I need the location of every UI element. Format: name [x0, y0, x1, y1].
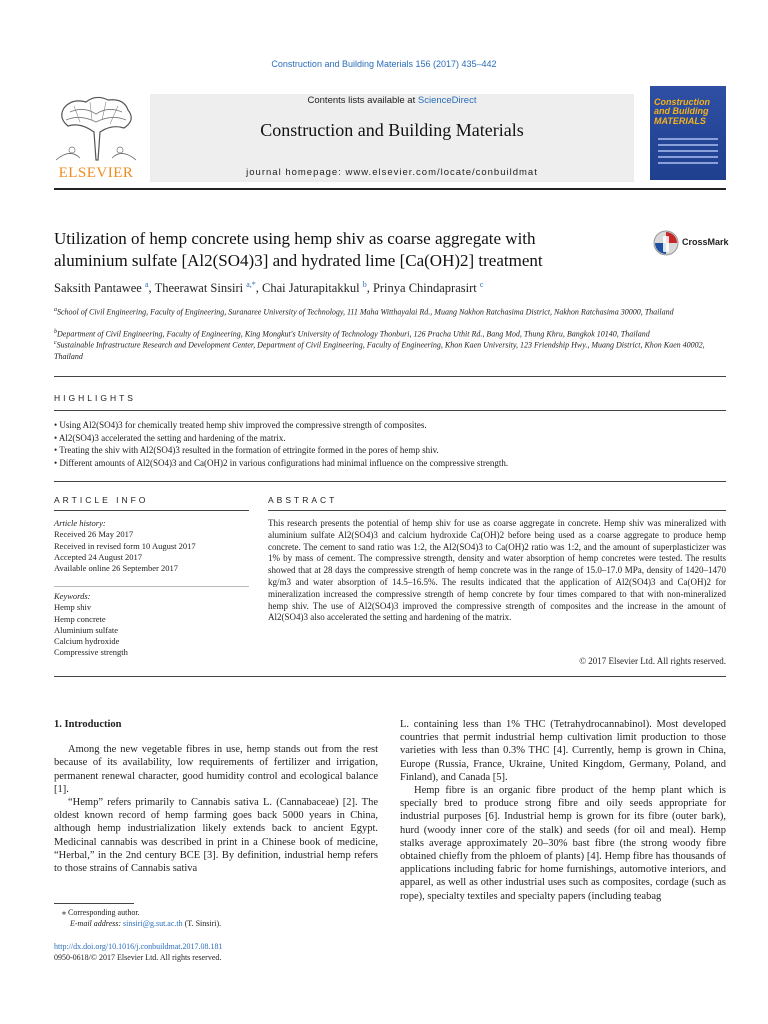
body-paragraph: Hemp fibre is an organic fibre product of the hemp plant which is specially bred to produce strong fibre and oily seeds appropriate for industrial purposes [6]. Industrial hemp is grown for its fibre (outer bark), hurd (woody inner core of the stalk) and seeds (for oil and meal). Hemp stalks average approximately 20–30% bast fibre (the strong woody fibre obtained chiefly from the phloem of plants) [4]. Hemp fibre has thousands of applications including fabric for home furnishings, automotive interiors, and apparel, as well as other industrial uses such as composites, cordage (such as rope), specialty textiles and specialty papers (including teabag [400, 785, 726, 902]
doi-url[interactable]: http://dx.doi.org/10.1016/j.conbuildmat.2017.08.181 [54, 942, 223, 951]
abstract-text: This research presents the potential of hemp shiv for use as coarse aggregate in concrete. Hemp shiv was mineralized with aluminium sulfate Al2(SO4)3 and calcium hydroxide Ca(OH)2 before being used as a coarse aggregate to produce hemp concrete. The cement to sand ratio was 1:2, the Al2(SO4)3 to Ca(OH)2 ratio was 1:2, and the amount of superplasticizer was 1% by mass of cement. The compressive strength, density and water absorption of hemp concretes were tested. The results showed that at 28 days the compressive strength of hemp concrete was in the range of 15.0–17.0 MPa, density of 1420–1470 kg/m3 and water absorption of 14.5–16.5%. The results indicated that the application of Al2(SO4)3 and Ca(OH)2 for mineralization increased the compressive strength of hemp concrete by four times compared to that with non-mineralized hemp shiv. The use of Al2(SO4)3 improved the compressive strength of composites and the increase in the amount of Al2(SO4)3 also accelerated the setting and hardening of the matrix. [268, 518, 726, 623]
cover-decoration [658, 134, 718, 168]
article-history-label: Article history: [54, 518, 106, 528]
journal-citation[interactable]: Construction and Building Materials 156 (2017) 435–442 [271, 59, 497, 69]
author-affil-marker[interactable]: a,* [246, 280, 256, 289]
paper-title-line-2: aluminium sulfate [Al2(SO4)3] and hydrated lime [Ca(OH)2] treatment [54, 251, 543, 270]
divider [54, 676, 726, 677]
journal-cover-thumbnail[interactable] [650, 86, 726, 180]
email-link[interactable]: sinsiri@g.sut.ac.th [123, 919, 183, 928]
journal-homepage[interactable]: journal homepage: www.elsevier.com/locate/conbuildmat [246, 167, 538, 178]
keyword: Compressive strength [54, 647, 128, 658]
abstract-copyright: © 2017 Elsevier Ltd. All rights reserved. [579, 656, 726, 666]
crossmark-badge[interactable] [652, 229, 732, 257]
abstract-heading: ABSTRACT [268, 495, 338, 505]
divider [54, 410, 726, 411]
affiliation-marker: a [54, 307, 57, 313]
contents-line [150, 95, 634, 106]
author-affil-marker[interactable]: b [362, 280, 367, 289]
affiliation-c [54, 338, 734, 362]
cover-title [654, 98, 724, 126]
author-name[interactable]: Prinya Chindaprasirt [372, 281, 477, 296]
keyword: Hemp concrete [54, 613, 106, 624]
affiliation-text: School of Civil Engineering, Faculty of Engineering, Suranaree University of Technology, 111 Maha Witthayalai Rd., Muang Nakhon Ratchasima District, Nakhon Ratchasima 30000, Thailand [57, 307, 674, 317]
journal-title: Construction and Building Materials [260, 120, 524, 140]
author-name[interactable]: Chai Jaturapitakkul [262, 281, 360, 296]
elsevier-wordmark[interactable]: ELSEVIER [58, 165, 134, 181]
email-suffix: (T. Sinsiri). [184, 919, 222, 928]
issn-line: 0950-0618/© 2017 Elsevier Ltd. All rights reserved. [54, 953, 222, 962]
body-paragraph: L. containing less than 1% THC (Tetrahydrocannabinol). Most developed countries that permit industrial hemp cultivation limit production to those varieties with less than 0.3% THC [4]. Currently, hemp is grown in China, Europe (Russia, France, Ukraine, United Kingdom, Germany, Poland, and Finland), and Canada [5]. [400, 719, 726, 783]
affiliation-marker: c [54, 340, 57, 346]
body-right-column [400, 718, 726, 903]
highlight-item: • Treating the shiv with Al2(SO4)3 resulted in the formation of ettringite formed in the pores of hemp shiv. [54, 444, 734, 457]
affiliation-text: Sustainable Infrastructure Research and Development Center, Department of Civil Engineering, Faculty of Engineering, Khon Kaen University, 123 Friendship Hwy., Muang District, Khon Kaen 40002, Thailand [54, 340, 705, 361]
highlight-item: • Using Al2(SO4)3 for chemically treated hemp shiv improved the compressive strength of composites. [54, 419, 734, 432]
history-accepted: Accepted 24 August 2017 [54, 551, 143, 562]
keyword: Hemp shiv [54, 602, 92, 613]
history-received: Received 26 May 2017 [54, 529, 134, 540]
article-history [54, 518, 249, 574]
doi-link[interactable] [54, 941, 394, 952]
email-label: E-mail address: [70, 919, 122, 928]
body-paragraph: “Hemp” refers primarily to Cannabis sativa L. (Cannabaceae) [2]. The oldest known record of hemp farming goes back 5000 years in China, although hemp industrialization likely extends back to ancient Egypt. Medicinal cannabis was described in print in a Chinese book of medicine, “Herbal,” in the 2nd century BCE [3]. By definition, industrial hemp refers to those strains of Cannabis sativa [54, 797, 378, 875]
divider [268, 510, 726, 511]
affiliation-marker: b [54, 329, 57, 335]
highlight-item: • Al2(SO4)3 accelerated the setting and hardening of the matrix. [54, 432, 734, 445]
author-affil-marker[interactable]: a [144, 280, 149, 289]
highlights-heading: HIGHLIGHTS [54, 393, 136, 403]
keywords-label: Keywords: [54, 591, 91, 601]
email-note [54, 918, 394, 929]
body-paragraph: Among the new vegetable fibres in use, hemp stands out from the rest because of its availability, low requirements of fertilizer and irrigation, permanent renewal character, good humidity control and ecological balance [1]. [54, 744, 378, 795]
affiliation-text: Department of Civil Engineering, Faculty of Engineering, King Mongkut's University of Technology Thonburi, 126 Pracha Uthit Rd., Bang Mod, Thung Khru, Bangkok 10140, Thailand [57, 329, 650, 339]
history-online: Available online 26 September 2017 [54, 563, 179, 574]
cover-title-line-2: and Building [654, 106, 709, 117]
article-info-heading: ARTICLE INFO [54, 495, 149, 505]
introduction-heading: 1. Introduction [54, 719, 122, 730]
author-list: Saksith Pantawee $^a$, Theerawat Sinsiri $^{a,*}$, Chai Jaturapitakkul $^b$, Prinya Chindaprasirt $^c$ [54, 280, 484, 296]
body-left-column [54, 718, 378, 875]
divider [54, 586, 249, 587]
contents-prefix: Contents lists available at [307, 95, 416, 106]
author-affil-marker[interactable]: c [479, 280, 484, 289]
divider [54, 376, 726, 377]
keyword: Calcium hydroxide [54, 636, 120, 647]
paper-title [54, 228, 644, 272]
history-revised: Received in revised form 10 August 2017 [54, 540, 196, 551]
crossmark-label: CrossMark [682, 237, 729, 247]
header-rule [54, 188, 726, 190]
footnote-rule [54, 903, 134, 904]
cover-title-line-3: MATERIALS [654, 115, 706, 126]
corresponding-author-note: ⁎ Corresponding author. [62, 908, 140, 917]
sciencedirect-link[interactable]: ScienceDirect [417, 95, 477, 106]
keywords [54, 591, 249, 659]
keyword: Aluminium sulfate [54, 624, 118, 635]
paper-title-line-1: Utilization of hemp concrete using hemp shiv as coarse aggregate with [54, 229, 536, 248]
highlight-item: • Different amounts of Al2(SO4)3 and Ca(OH)2 in various configurations had minimal influence on the compressive strength. [54, 457, 734, 470]
divider [54, 481, 726, 482]
highlights-list [54, 419, 734, 469]
crossmark-icon [652, 229, 680, 257]
author-name[interactable]: Saksith Pantawee [54, 281, 142, 296]
affiliation-a [54, 305, 734, 318]
divider [54, 510, 249, 511]
cover-title-line-1: Construction [654, 97, 710, 107]
author-name[interactable]: Theerawat Sinsiri [154, 281, 244, 296]
